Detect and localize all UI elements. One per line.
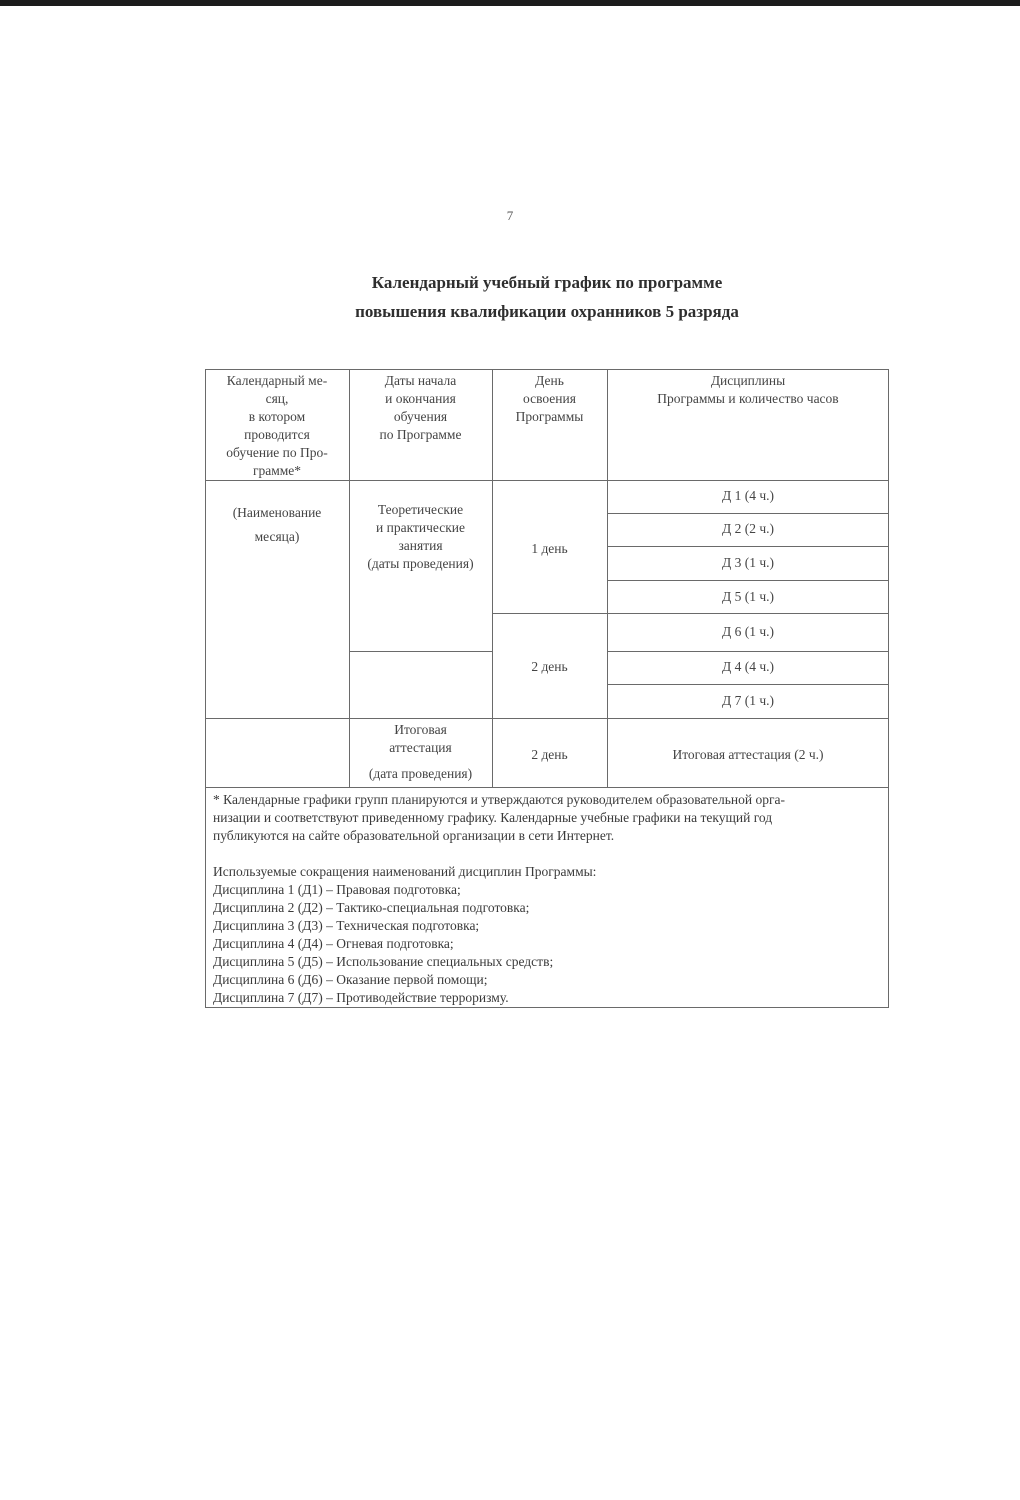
header-disciplines: Дисциплины Программы и количество часов	[657, 373, 839, 406]
discipline-d7: Д 7 (1 ч.)	[722, 693, 774, 708]
discipline-d5: Д 5 (1 ч.)	[722, 589, 774, 604]
document-title	[0, 268, 1020, 326]
abbreviation-item: Дисциплина 4 (Д4) – Огневая подготовка;	[213, 936, 454, 951]
discipline-d4: Д 4 (4 ч.)	[722, 659, 774, 674]
abbreviation-item: Дисциплина 6 (Д6) – Оказание первой помощи;	[213, 972, 488, 987]
abbreviations-title: Используемые сокращения наименований дисциплин Программы:	[213, 864, 597, 879]
notes-block	[213, 791, 881, 1007]
final-day-cell: 2 день	[531, 747, 568, 762]
discipline-d6: Д 6 (1 ч.)	[722, 624, 774, 639]
abbreviation-item: Дисциплина 3 (Д3) – Техническая подготовка;	[213, 918, 480, 933]
final-discipline-cell: Итоговая аттестация (2 ч.)	[672, 747, 824, 762]
classes-cell: Теоретические и практические занятия (даты проведения)	[367, 502, 474, 571]
header-month: Календарный ме- сяц, в котором проводится обучение по Про- грамме*	[226, 373, 328, 478]
title-line-1: Календарный учебный график по программе	[371, 273, 723, 292]
footnote-line: низации и соответствуют приведенному графику. Календарные учебные графики на текущий год	[213, 810, 773, 825]
header-day: День освоения Программы	[515, 373, 584, 424]
day-2-cell: 2 день	[531, 659, 568, 674]
abbreviation-item: Дисциплина 7 (Д7) – Противодействие терроризму.	[213, 990, 509, 1005]
header-dates: Даты начала и окончания обучения по Программе	[379, 373, 462, 442]
scan-border	[0, 0, 1020, 6]
abbreviation-item: Дисциплина 2 (Д2) – Тактико-специальная подготовка;	[213, 900, 530, 915]
title-line-2: повышения квалификации охранников 5 разряда	[355, 302, 739, 321]
discipline-d3: Д 3 (1 ч.)	[722, 555, 774, 570]
abbreviation-item: Дисциплина 5 (Д5) – Использование специальных средств;	[213, 954, 554, 969]
abbreviation-item: Дисциплина 1 (Д1) – Правовая подготовка;	[213, 882, 461, 897]
schedule-table	[205, 369, 889, 1008]
footnote-line: публикуются на сайте образовательной организации в сети Интернет.	[213, 828, 615, 843]
footnote-line: * Календарные графики групп планируются и утверждаются руководителем образовательной орга-	[213, 792, 785, 807]
discipline-d1: Д 1 (4 ч.)	[722, 488, 774, 503]
discipline-d2: Д 2 (2 ч.)	[722, 521, 774, 536]
month-cell: (Наименование месяца)	[232, 505, 322, 544]
day-1-cell: 1 день	[531, 541, 568, 556]
final-dates-cell: Итоговая аттестация (дата проведения)	[368, 722, 473, 781]
page-number: 7	[506, 208, 514, 223]
